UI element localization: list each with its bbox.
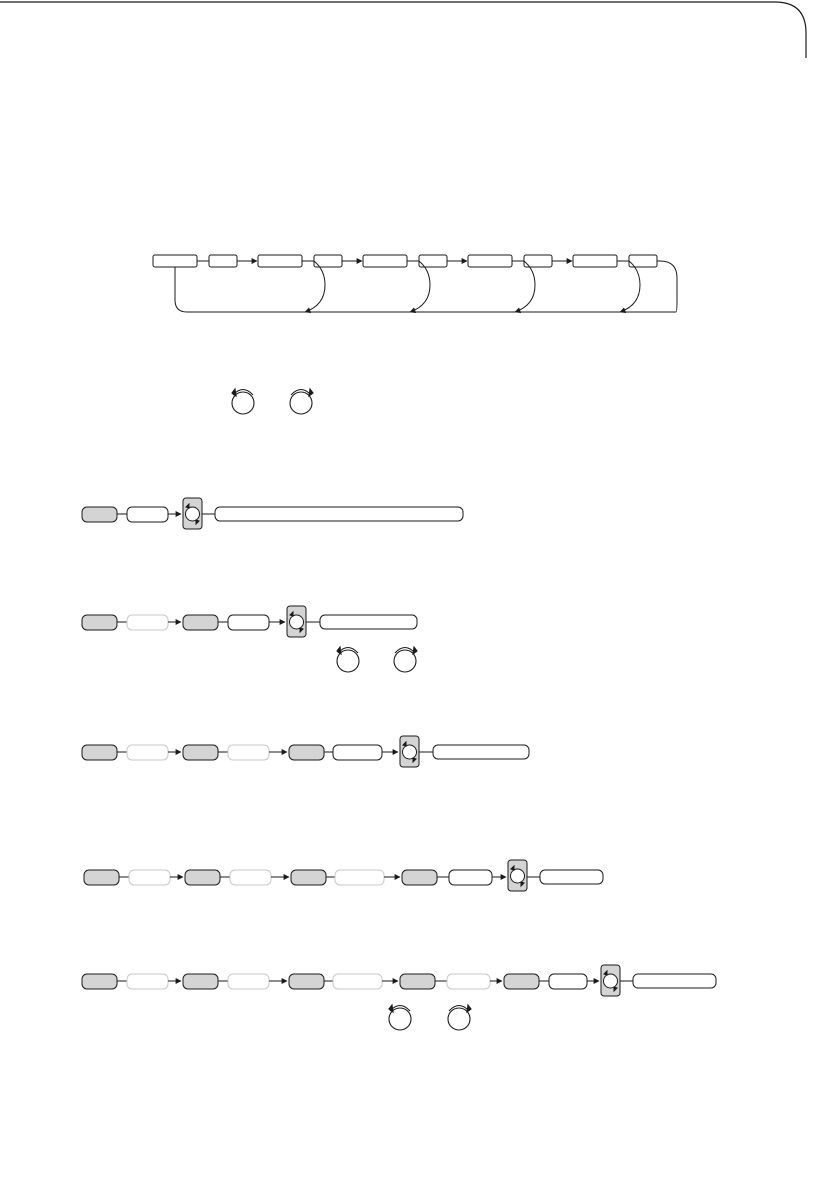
knob-rotate-right-icon <box>290 389 313 414</box>
knob-rotate-left-icon <box>232 389 254 414</box>
knob-rotate-left-icon <box>337 647 359 672</box>
sequence-level-2 <box>82 606 417 637</box>
overview-box-2 <box>209 255 237 267</box>
sequence-level-3 <box>82 736 529 767</box>
overview-flow <box>153 255 677 312</box>
sequence-level-5 <box>82 965 716 996</box>
overview-box-1 <box>153 255 197 267</box>
seq1-box <box>127 507 168 522</box>
scroll-knob-icon <box>601 965 620 996</box>
overview-box-3 <box>258 255 302 267</box>
seq1-wide-box <box>215 507 463 521</box>
overview-box-9 <box>573 255 617 267</box>
sequence-level-1 <box>82 498 463 529</box>
knob-rotate-left-icon <box>389 1005 411 1030</box>
sequence-level-4 <box>84 860 603 891</box>
seq1-shaded-box <box>82 507 117 522</box>
overview-box-7 <box>468 255 512 267</box>
scroll-knob-icon <box>400 736 419 767</box>
scroll-knob-icon <box>183 498 202 529</box>
page-edge-line <box>0 2 806 58</box>
overview-box-5 <box>363 255 407 267</box>
scroll-knob-icon <box>508 860 527 891</box>
knob-rotate-right-icon <box>448 1005 471 1030</box>
knob-rotate-right-icon <box>394 647 417 672</box>
scroll-knob-icon <box>287 606 306 637</box>
